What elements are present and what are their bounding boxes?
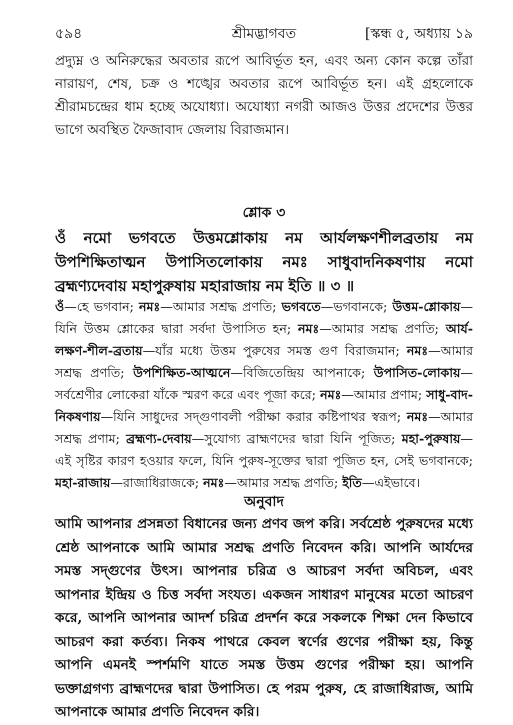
synonym-meaning: যিনি উত্তম শ্লোকের দ্বারা সর্বদা উপাসিত হন;	[55, 321, 298, 336]
synonym-word: ইতি	[342, 475, 362, 490]
synonym-word: উপশিক্ষিত-আত্মনে	[133, 365, 231, 380]
section-reference: [স্কন্ধ ৫, অধ্যায় ১৯	[364, 26, 473, 42]
synonym-meaning: হে ভগবান;	[76, 299, 139, 314]
synonym-word: নমঃ	[320, 387, 342, 402]
synonym-dash: —	[230, 365, 243, 380]
synonym-word: নমঃ	[139, 299, 161, 314]
synonym-meaning: আমার প্রণাম;	[353, 387, 427, 402]
synonym-word: উত্তম-শ্লোকায়	[392, 299, 461, 314]
synonym-meaning: সুযোগ্য ব্রাহ্মণদের দ্বারা যিনি পূজিত;	[204, 431, 402, 446]
synonym-dash: —	[142, 343, 156, 358]
synonym-dash: —	[460, 431, 474, 446]
synonym-meaning: এইভাবে।	[374, 475, 421, 490]
synonym-dash: —	[100, 409, 114, 424]
synonym-dash: —	[460, 299, 473, 314]
book-title: শ্রীমদ্ভাগবত	[231, 26, 297, 42]
synonym-word: ব্রহ্মণ্য-দেবায়	[126, 431, 192, 446]
synonym-dash: —	[428, 343, 441, 358]
synonym-dash: —	[341, 387, 354, 402]
synonym-meaning: সর্বশ্রেণীর লোকেরা যাঁকে স্মরণ করে এবং পূজা করে;	[55, 387, 321, 402]
synonym-word: উপাসিত-লোকায়	[373, 365, 461, 380]
synonym-dash: —	[110, 475, 123, 490]
synonym-dash: —	[64, 299, 77, 314]
page-header	[55, 22, 473, 42]
synonym-word: নমঃ	[203, 475, 225, 490]
synonyms-paragraph	[55, 296, 473, 494]
synonym-meaning: আমার সশ্রদ্ধ প্রণাম;	[55, 409, 473, 446]
synonym-dash: —	[320, 299, 334, 314]
sloka-heading: শ্লোক ৩	[242, 205, 286, 221]
translation-paragraph: আমি আপনার প্রসন্নতা বিধানের জন্য প্রণব জপ করি। সর্বশ্রেষ্ঠ পুরুষদের মধ্যে শ্রেষ্ঠ আপনাকে আমি আমার সশ্রদ্ধ প্রণতি নিবেদন করি। আপনি আর্যদের সমস্ত সদ্গুণের উৎস। আপনার চরিত্র ও আচরণ সর্বদা অবিচল, এবং আপনার ইন্দ্রিয় ও চিত্ত সর্বদা সংযত। একজন সাধারণ মানুষের মতো আচরণ করে, আপনি আপনার আদর্শ চরিত্র প্রদর্শন করে সকলকে শিক্ষা দেন কিভাবে আচরণ করা কর্তব্য। নিকষ পাথরে কেবল স্বর্ণের গুণের পরীক্ষা হয়, কিন্তু আপনি এমনই স্পর্শমণি যাতে সমস্ত উত্তম গুণের পরীক্ষা হয়। আপনি ভক্তাগ্রগণ্য ব্রাহ্মণদের দ্বারা উপাসিত। হে পরম পুরুষ, হে রাজাধিরাজ, আমি আপনাকে আমার প্রণতি নিবেদন করি।	[55, 516, 473, 720]
synonym-dash: —	[460, 365, 474, 380]
synonym-word: ওঁ	[55, 299, 65, 314]
synonym-meaning: যাঁর মধ্যে উত্তম পুরুষের সমস্ত গুণ বিরাজমান;	[155, 343, 407, 358]
synonym-dash: —	[319, 321, 332, 336]
synonym-meaning: ভগবানকে;	[333, 299, 393, 314]
synonym-word: মহা-পুরুষায়	[401, 431, 461, 446]
synonym-meaning: যিনি সাধুদের সদ্গুণাবলী পরীক্ষা করার কষ্টিপাথর স্বরূপ;	[113, 409, 407, 424]
synonym-meaning: আমার সশ্রদ্ধ প্রণতি;	[172, 299, 282, 314]
page-number: ৫৯৪	[55, 26, 83, 42]
sloka-text: ওঁ নমো ভগবতে উত্তমশ্লোকায় নম আর্যলক্ষণশীলব্রতায় নম উপশিক্ষিতাত্মন উপাসিতলোকায় নমঃ সাধুবাদনিকষণায় নমো ব্রহ্মণ্যদেবায় মহাপুরুষায় মহারাজায় নম ইতি ॥ ৩ ॥	[55, 229, 473, 295]
synonym-meaning: আমার সশ্রদ্ধ প্রণতি;	[55, 343, 473, 380]
synonym-dash: —	[224, 475, 237, 490]
synonym-meaning: এই সৃষ্টির কারণ হওয়ার ফলে, যিনি পুরুষ-সূক্তের দ্বারা পূজিত হন, সেই ভগবানকে;	[55, 453, 473, 468]
synonym-word: সাধু-বাদ-নিকষণায়	[55, 387, 473, 424]
intro-paragraph: প্রদ্যুম্ন ও অনিরুদ্ধের অবতার রূপে আবির্ভূত হন, এবং অন্য কোন কল্পে তাঁরা নারায়ণ, শেষ, চক্র ও শঙ্খের অবতার রূপে আবির্ভূত হন। এই গ্রহলোকে শ্রীরামচন্দ্রের ধাম হচ্ছে অযোধ্যা। অযোধ্যা নগরী আজও উত্তর প্রদেশের উত্তর ভাগে অবস্থিত ফৈজাবাদ জেলায় বিরাজমান।	[55, 54, 473, 138]
synonym-word: মহা-রাজায়	[55, 475, 111, 490]
synonym-meaning: বিজিতেন্দ্রিয় আপনাকে;	[242, 365, 374, 380]
synonym-meaning: আমার সশ্রদ্ধ প্রণতি;	[236, 475, 343, 490]
synonym-word: নমঃ	[297, 321, 320, 336]
synonym-dash: —	[160, 299, 173, 314]
synonym-meaning: রাজাধিরাজকে;	[123, 475, 204, 490]
synonym-meaning: আমার সশ্রদ্ধ প্রণতি;	[331, 321, 446, 336]
synonym-dash: —	[361, 475, 375, 490]
translation-heading: অনুবাদ	[244, 494, 284, 510]
synonym-word: নমঃ	[406, 409, 429, 424]
synonym-dash: —	[191, 431, 205, 446]
synonym-word: নমঃ	[406, 343, 429, 358]
synonym-word: আর্য-লক্ষণ-শীল-ব্রতায়	[55, 321, 473, 358]
synonym-dash: —	[428, 409, 441, 424]
synonym-word: ভগবতে	[281, 299, 321, 314]
